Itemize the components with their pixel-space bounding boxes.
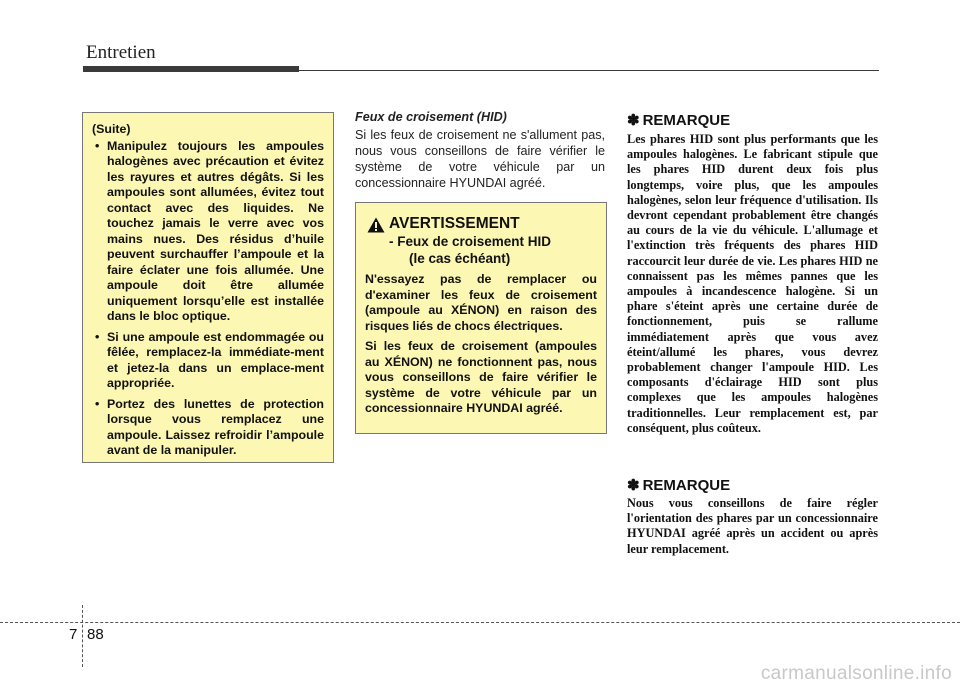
header-bar: [83, 66, 299, 72]
caution-item: • Manipulez toujours les ampoules halogènes avec précaution et évitez les rayures et autres dégâts. Si les ampoules sont allumées, évitez tout contact avec des liquides. Ne touchez jamais le verre avec vos mains nues. Des résidus d’huile peuvent surchauffer l’ampoule et la faire éclater une fois allumée. Une ampoule doit être allumée uniquement lorsqu’elle est installée dans le bloc optique.: [92, 139, 324, 325]
warning-subtitle-line1: - Feux de croisement HID: [389, 234, 552, 249]
note-title: [627, 476, 730, 494]
caution-list: [92, 139, 324, 459]
header-rule: [299, 70, 879, 71]
note-asterisk-icon: ✽: [627, 112, 640, 129]
note-title: [627, 111, 730, 129]
warning-box: [355, 202, 607, 434]
note-body: Nous vous conseillons de faire régler l'orientation des phares par un concessionnaire HYUNDAI agréé après un accident ou après leur remplacement.: [627, 496, 878, 556]
caution-intro: (Suite): [92, 122, 131, 136]
note-body: Les phares HID sont plus performants que les ampoules halogènes. Le fabricant stipule que les phares HID durent deux fois plus longtemps, voire plus, que les ampoules halogènes, selon leur fréquence d'utilisation. Ils devront cependant probablement être changés au cours de la vie du véhicule. L'allumage et l'extinction très fréquents des phares HID raccourcit leur durée de vie. Les phares HID ne connaissent pas les mêmes pannes que les ampoules à incandescence halogène. Si un phare s'éteint après une certaine durée de fonctionnement, puis se rallume immédiatement après que vous avez éteint/allumé les phares, vous devrez probablement changer l'ampoule HID. Les composants d'éclairage HID sont plus complexes que les ampoules halogènes traditionnelles. Leur remplacement est, par conséquent, plus coûteux.: [627, 132, 878, 435]
caution-item: • Portez des lunettes de protection lorsque vous remplacez une ampoule. Laissez refroidir l’ampoule avant de la manipuler.: [92, 397, 324, 459]
note-asterisk-icon: ✽: [627, 477, 640, 494]
section-body: Si les feux de croisement ne s'allument pas, nous vous conseillons de faire vérifier le système de votre véhicule par un concessionnaire HYUNDAI agréé.: [355, 128, 605, 190]
page-header-title: Entretien: [86, 42, 156, 63]
caution-box: [82, 112, 334, 463]
footer-dashed-rule: [0, 622, 960, 623]
warning-subtitle-line2: (le cas échéant): [409, 251, 511, 266]
warning-triangle-icon: [367, 217, 385, 233]
warning-heading: [365, 215, 597, 233]
section-title: Feux de croisement (HID): [355, 110, 507, 124]
watermark: carmanualsonline.info: [760, 663, 952, 684]
caution-item: • Si une ampoule est endommagée ou fêlée, remplacez-la immédiate-ment et jetez-la dans un emplace-ment appropriée.: [92, 330, 324, 392]
warning-paragraph: Si les feux de croisement (ampoules au XÉNON) ne fonctionnent pas, nous vous conseillons de faire vérifier le système de votre véhicule par un concessionnaire HYUNDAI agréé.: [365, 339, 597, 415]
chapter-number: 7: [69, 626, 78, 643]
footer-dashed-divider: [82, 605, 83, 667]
warning-paragraph: N'essayez pas de remplacer ou d'examiner les feux de croisement (ampoule au XÉNON) en raison des risques liés de chocs électriques.: [365, 272, 597, 333]
page-number: 88: [87, 626, 104, 643]
note-title-text: REMARQUE: [642, 477, 731, 494]
warning-heading-text: AVERTISSEMENT: [389, 215, 520, 232]
note-title-text: REMARQUE: [642, 112, 731, 129]
